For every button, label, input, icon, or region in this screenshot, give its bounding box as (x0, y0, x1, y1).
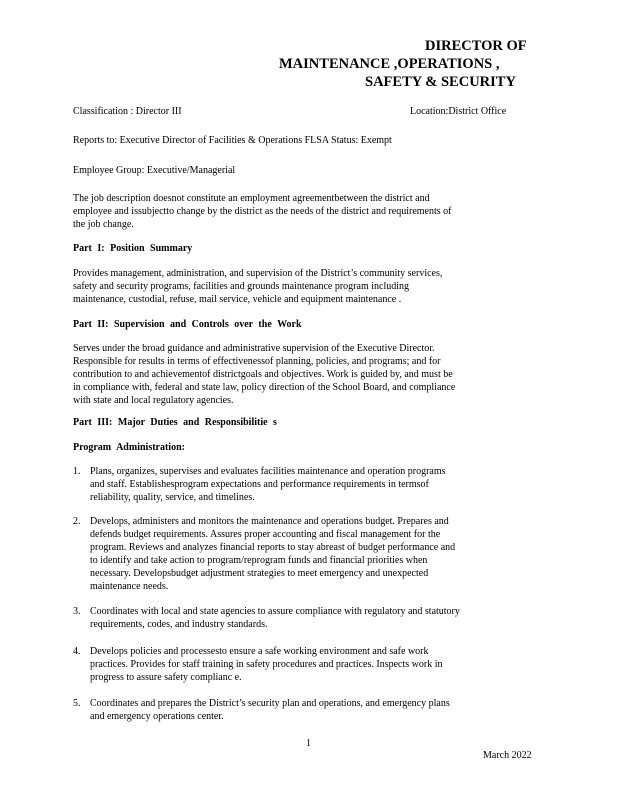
duty-item (73, 465, 553, 505)
location-field: Location:District Office (410, 106, 507, 117)
part1-line: Provides management, administration, and supervision of the District’s community services, (73, 268, 443, 279)
reports-to-field: Reports to: Executive Director of Facilities & Operations FLSA Status: Exempt (73, 135, 392, 146)
classification-field: Classification : Director III (73, 106, 182, 117)
part2-paragraph (73, 342, 455, 407)
disclaimer-line: employee and issubjectto change by the district as the needs of the district and requirements of (73, 206, 452, 217)
title-line-3: SAFETY & SECURITY (365, 74, 516, 90)
part2-line: Serves under the broad guidance and administrative supervision of the Executive Director. (73, 343, 435, 354)
part1-paragraph (73, 267, 442, 306)
duty-item-line: to identify and take action to program/reprogram funds and financial priorities when (90, 555, 428, 566)
duty-item (73, 515, 553, 595)
part2-line: contribution to and achievementof districtgoals and objectives. Work is guided by, and must be (73, 369, 453, 380)
duty-item-line: Coordinates and prepares the District’s security plan and operations, and emergency plans (90, 698, 450, 709)
duty-item-line: and emergency operations center. (90, 711, 224, 722)
duty-item-text (90, 515, 455, 593)
page-number: 1 (306, 738, 311, 749)
employee-group-field: Employee Group: Executive/Managerial (73, 165, 236, 176)
duty-item-number: 1. (73, 466, 81, 477)
duty-item-line: reliability, quality, service, and timelines. (90, 492, 255, 503)
duty-item-number: 4. (73, 646, 81, 657)
duty-item-line: maintenance needs. (90, 581, 169, 592)
duty-item (73, 605, 553, 632)
part2-line: in compliance with, federal and state law, policy direction of the School Board, and compliance (73, 382, 456, 393)
duty-item-number: 3. (73, 606, 81, 617)
duty-item-line: Coordinates with local and state agencies to assure compliance with regulatory and statutory (90, 606, 460, 617)
part1-heading: Part I: Position Summary (73, 243, 193, 254)
disclaimer-paragraph (73, 192, 452, 231)
disclaimer-line: the job change. (73, 219, 134, 230)
part3-heading: Part III: Major Duties and Responsibilitie s (73, 417, 277, 428)
part2-heading: Part II: Supervision and Controls over the Work (73, 319, 302, 330)
part3-subheading: Program Administration: (73, 442, 185, 453)
part1-line: maintenance, custodial, refuse, mail service, vehicle and equipment maintenance . (73, 294, 402, 305)
title-line-2: MAINTENANCE ,OPERATIONS , (279, 56, 500, 72)
part1-line: safety and security programs, facilities and grounds maintenance program including (73, 281, 410, 292)
duty-item-text (90, 645, 442, 684)
duty-item-line: Plans, organizes, supervises and evaluates facilities maintenance and operation programs (90, 466, 446, 477)
duty-item-line: Develops, administers and monitors the maintenance and operations budget. Prepares and (90, 516, 449, 527)
duty-item-line: and staff. Establishesprogram expectations and performance requirements in termsof (90, 479, 429, 490)
duty-item (73, 645, 553, 685)
part2-line: Responsible for results in terms of effectivenessof planning, policies, and programs; and for (73, 356, 441, 367)
duty-item-line: requirements, codes, and industry standards. (90, 619, 268, 630)
footer-date: March 2022 (483, 750, 532, 761)
duty-item-line: practices. Provides for staff training in safety procedures and practices. Inspects work in (90, 659, 443, 670)
duty-item-number: 2. (73, 516, 81, 527)
title-line-1: DIRECTOR OF (425, 38, 527, 54)
duty-item-line: necessary. Developsbudget adjustment strategies to meet emergency and unexpected (90, 568, 429, 579)
duty-item-line: defends budget requirements. Assures proper accounting and fiscal management for the (90, 529, 441, 540)
disclaimer-line: The job description doesnot constitute an employment agreementbetween the district and (73, 193, 430, 204)
duty-item-number: 5. (73, 698, 81, 709)
part2-line: with state and local regulatory agencies. (73, 395, 234, 406)
duty-item-text (90, 697, 450, 723)
duty-item-text (90, 465, 446, 504)
duty-item (73, 697, 553, 724)
duty-item-line: progress to assure safety complianc e. (90, 672, 242, 683)
duty-item-text (90, 605, 460, 631)
duty-item-line: Develops policies and processesto ensure a safe working environment and safe work (90, 646, 429, 657)
duty-item-line: program. Reviews and analyzes financial reports to stay abreast of budget performance and (90, 542, 456, 553)
